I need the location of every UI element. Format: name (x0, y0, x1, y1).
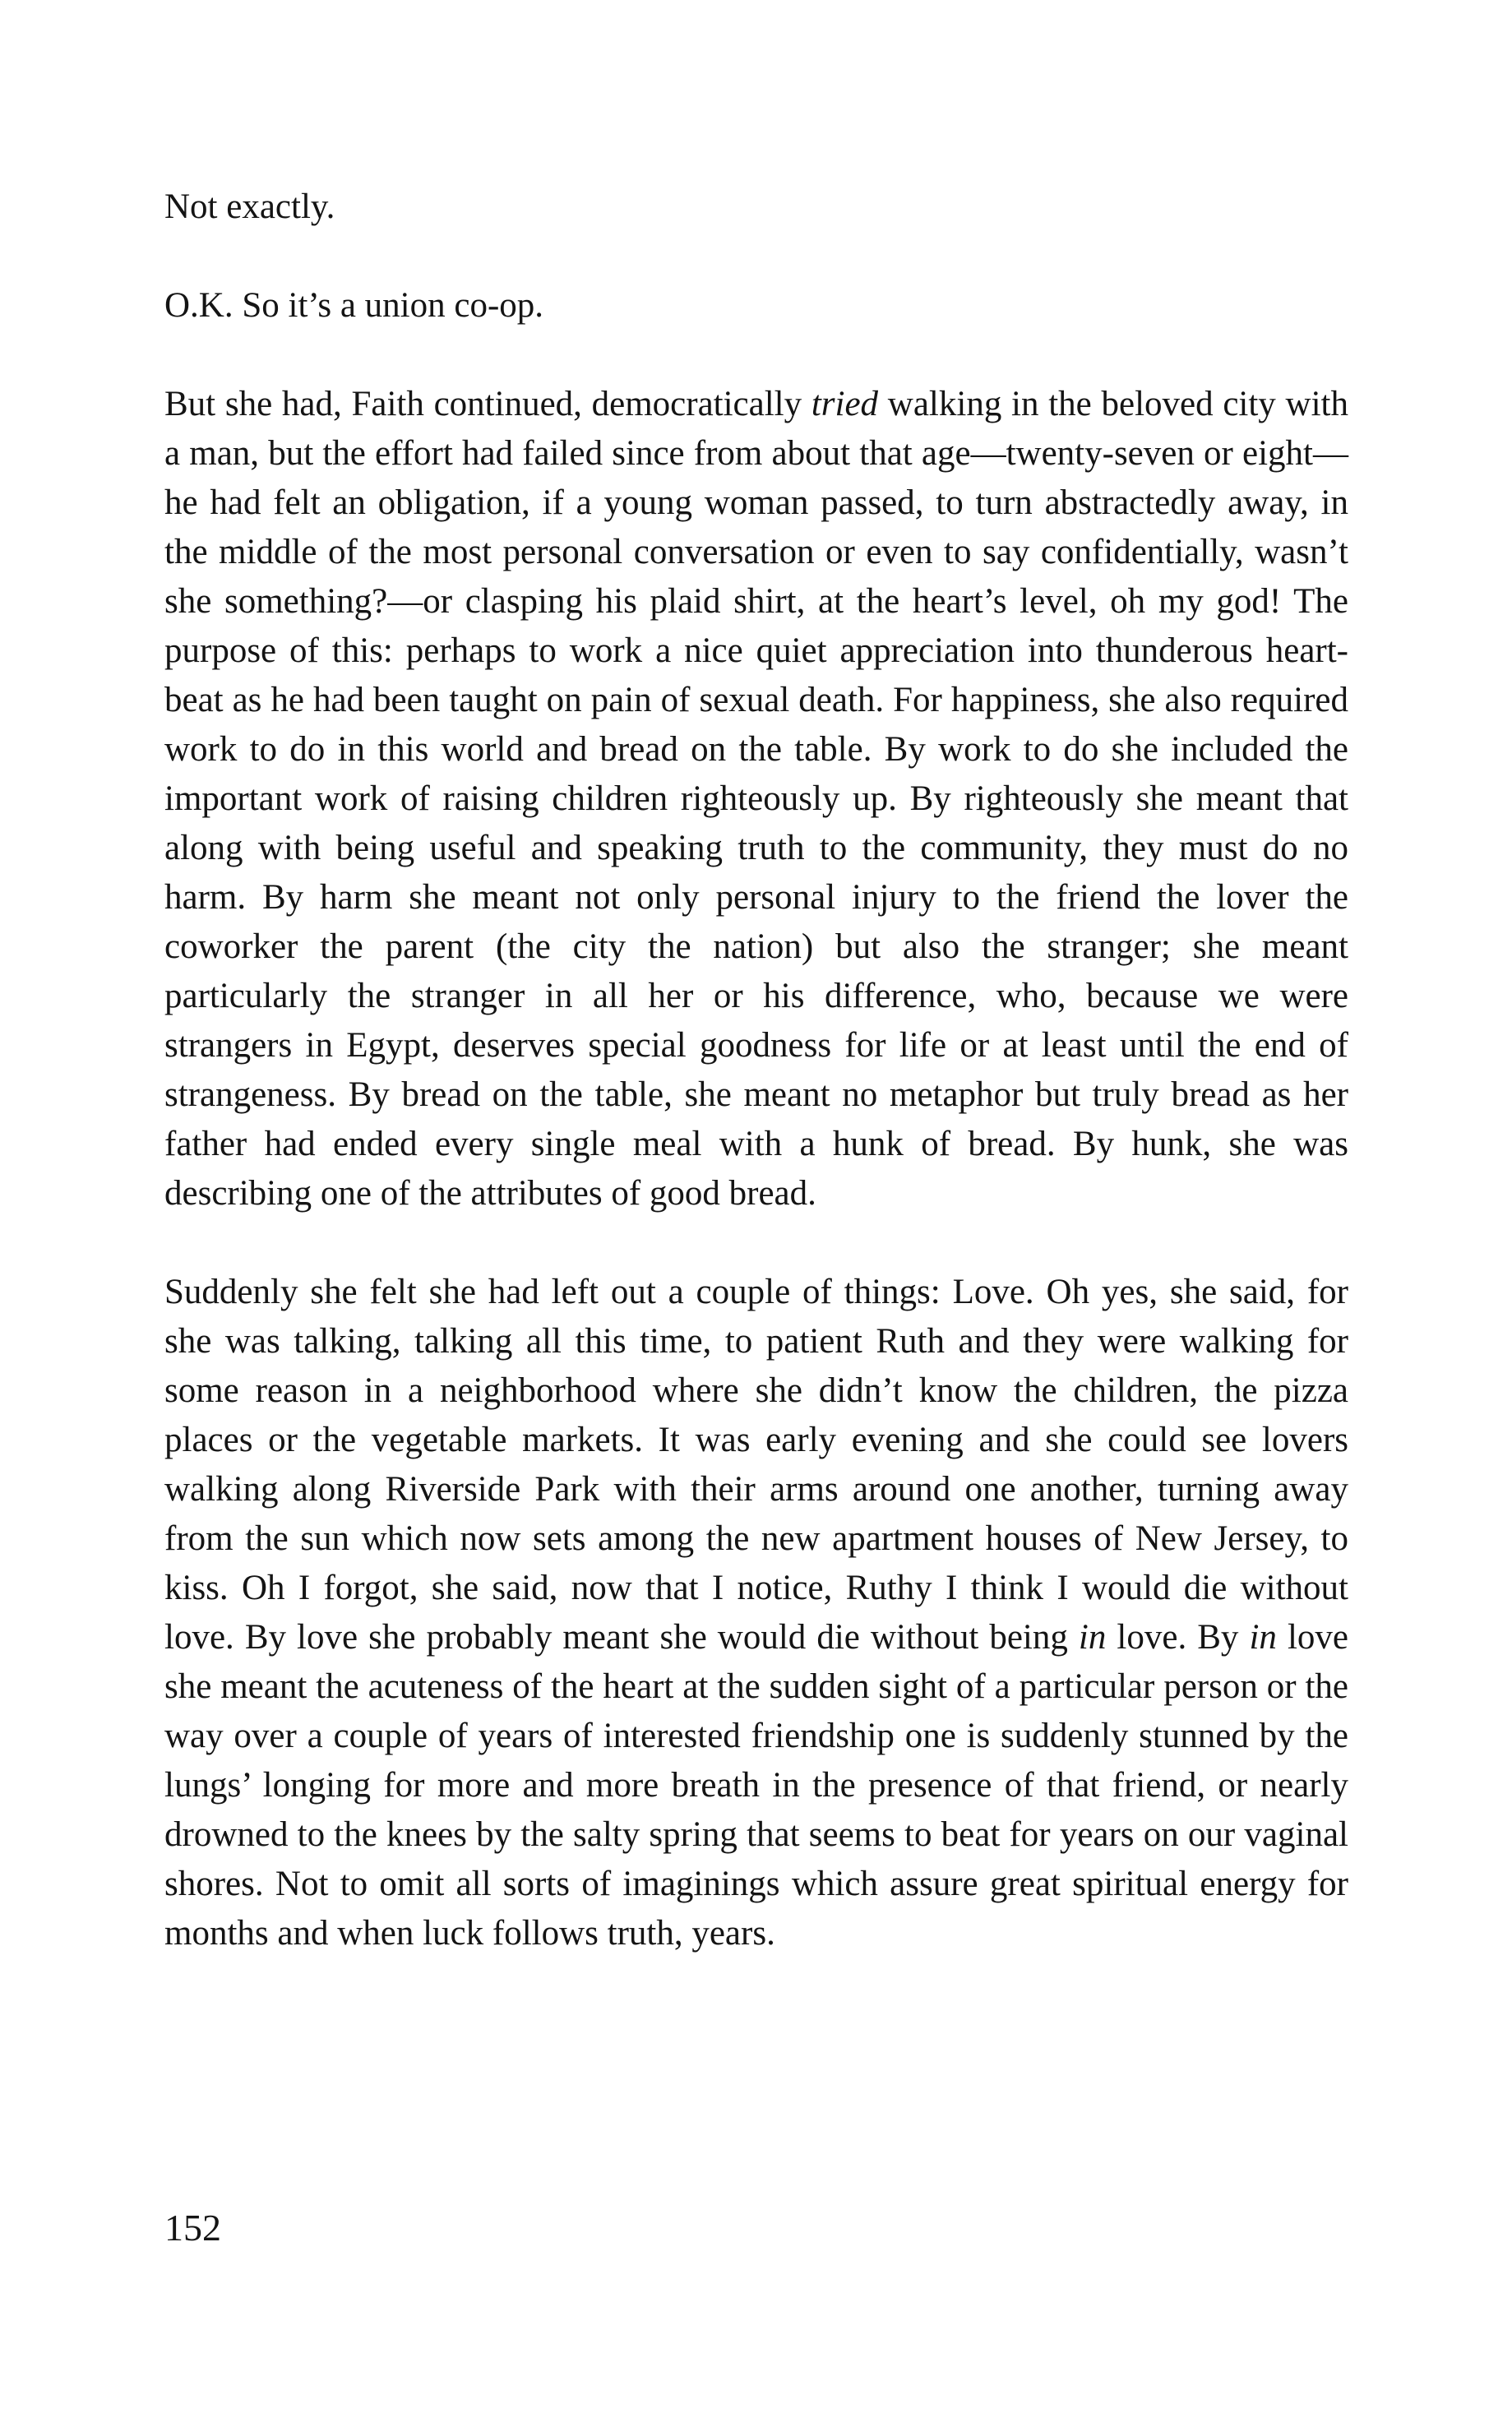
body-text (164, 183, 1348, 1958)
emphasis-in-first: in (1078, 1618, 1107, 1657)
page-number: 152 (164, 2207, 221, 2249)
paragraph-love (164, 1268, 1348, 1958)
paragraph-love-text-end: love she meant the acuteness of the heart at the sudden sight of a particular person or the way over a couple of years of interested friendship one is suddenly stunned by the lungs’ longing for more and more breath in the presence of that friend, or nearly drowned to the knees by the salty spring that seems to beat for years on our vaginal shores. Not to omit all sorts of imaginings which assure great spiritual energy for months and when luck follows truth, years. (164, 1618, 1348, 1953)
paragraph-faith-text-end: walking in the beloved city with a man, but the effort had failed since from about that age—twenty-seven or eight—he had felt an obligation, if a young woman passed, to turn abstractedly away, in the middle of the most personal conversation or even to say confidentially, wasn’t she something?—or clasping his plaid shirt, at the heart’s level, oh my god! The purpose of this: perhaps to work a nice quiet appreciation into thunderous heart-beat as he had been taught on pain of sexual death. For happiness, she also required work to do in this world and bread on the table. By work to do she included the important work of raising children righteously up. By righteously she meant that along with being useful and speaking truth to the community, they must do no harm. By harm she meant not only personal injury to the friend the lover the coworker the parent (the city the nation) but also the stranger; she meant particularly the stranger in all her or his difference, who, because we were strangers in Egypt, deserves special goodness for life or at least until the end of strangeness. By bread on the table, she meant no metaphor but truly bread as her father had ended every single meal with a hunk of bread. By hunk, she was describing one of the attributes of good bread. (164, 385, 1348, 1213)
paragraph-love-text-middle: love. By (1106, 1618, 1250, 1657)
paragraph-faith-continued (164, 380, 1348, 1218)
paragraph-faith-text-start: But she had, Faith continued, democratically (164, 385, 811, 423)
paragraph-not-exactly: Not exactly. (164, 187, 335, 226)
emphasis-tried: tried (811, 385, 879, 423)
paragraph-union-coop: O.K. So it’s a union co-op. (164, 286, 544, 325)
emphasis-in-second: in (1249, 1618, 1277, 1657)
paragraph-love-text-start: Suddenly she felt she had left out a couple of things: Love. Oh yes, she said, for she was talking, talking all this time, to patient Ruth and they were walking for some reason in a neighborhood where she didn’t know the children, the pizza places or the vegetable markets. It was early evening and she could see lovers walking along Riverside Park with their arms around one another, turning away from the sun which now sets among the new apartment houses of New Jersey, to kiss. Oh I forgot, she said, now that I notice, Ruthy I think I would die without love. By love she probably meant she would die without being (164, 1273, 1348, 1657)
